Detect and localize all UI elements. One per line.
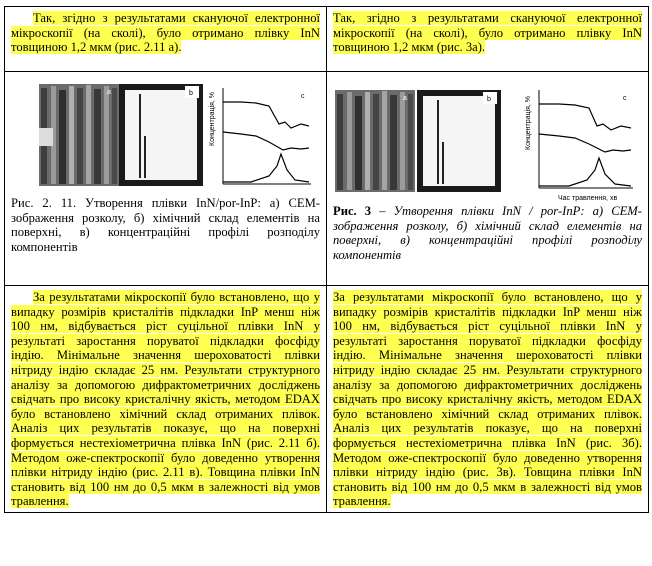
panel-b-label: b — [189, 90, 193, 97]
panel-a-label: a — [107, 89, 111, 96]
left-body-text: За результатами мікроскопії було встановлено, що у випадку розмірів кристалітів підкладки InP менш ніж 100 нм, відбувається ріст суцільної плівки InN у результаті заростання поруватої підкладки фосфіду індію. Мінімальне значення шероховатості плівки нітриду індію складає 25 нм. Результати структурного аналізу за допомогою дифрактометричних досліджень свідчать про високу кристалічну якість, методом EDAX було встановлено хімічний склад отриманих плівок. Аналіз цих результатів показує, що на поверхні формується нестехіометрична плівка InN (рис. 2.11 б). Методом оже-спектроскопії було доведенно утворення плівки нітриду індію (рис. 2.11 в). Товщина плівки InN становить від 100 нм до 0,5 мкм в залежності від умов травлення. — [11, 290, 320, 509]
plot-ylabel: Концентрація, % — [209, 92, 216, 146]
left-figure — [11, 76, 320, 196]
right-figure-caption — [333, 204, 642, 262]
right-figure — [333, 76, 642, 204]
panel-c-label: c — [301, 93, 305, 100]
right-cell-intro — [327, 7, 649, 72]
left-intro-text: Так, згідно з результатами скануючої електронної мікроскопії (на сколі), було отримано плівку InN товщиною 1,2 мкм (рис. 2.11 а). — [11, 11, 320, 55]
comparison-table — [4, 6, 649, 513]
left-cell-figure — [5, 72, 327, 286]
right-caption-text: – Утворення плівки InN / por-InP: а) СЕМ-зображення розколу, б) хімічний склад елементів на поверхні, в) концентраційні профілі розподілу компонентів — [333, 204, 642, 262]
right-figure-graphic — [333, 76, 643, 204]
right-cell-figure — [327, 72, 649, 286]
panel-b-label: b — [487, 96, 491, 103]
right-cell-body — [327, 286, 649, 513]
left-figure-caption: Рис. 2. 11. Утворення плівки InN/por-InP: а) СЕМ-зображення розколу, б) хімічний склад елементів на поверхні, в) концентраційні профілі розподілу компонентів — [11, 196, 320, 254]
left-cell-intro — [5, 7, 327, 72]
plot-ylabel: Концентрація, % — [525, 96, 532, 150]
panel-c-label: c — [623, 95, 627, 102]
left-figure-graphic — [11, 76, 321, 196]
left-cell-body — [5, 286, 327, 513]
concentration-plot-c — [524, 90, 633, 202]
concentration-plot-c — [208, 88, 311, 184]
table-row — [5, 7, 649, 72]
right-intro-text: Так, згідно з результатами скануючої електронної мікроскопії (на сколі), було отримано плівку InN товщиною 1,2 мкм (рис. 3а). — [333, 11, 642, 55]
panel-a-label: a — [403, 95, 407, 102]
table-row — [5, 72, 649, 286]
plot-xlabel: Час травлення, хв — [558, 195, 618, 202]
table-row — [5, 286, 649, 513]
right-caption-label: Рис. 3 — [333, 204, 372, 218]
right-body-text: За результатами мікроскопії було встановлено, що у випадку розмірів кристалітів підкладки InP менш ніж 100 нм, відбувається ріст суцільної плівки InN у результаті заростання поруватої підкладки фосфіду індію. Мінімальне значення шероховатості плівки нітриду індію складає 25 нм. Результати структурного аналізу за допомогою дифрактометричних досліджень свідчать про високу кристалічну якість, методом EDAX було встановлено хімічний склад отриманих плівок. Аналіз цих результатів показує, що на поверхні формується нестехіометрична плівка InN (рис. 3б). Методом оже-спектроскопії було доведенно утворення плівки нітриду індію (рис. 3в). Товщина плівки InN становить від 100 нм до 0,5 мкм в залежності від умов травлення. — [333, 290, 642, 509]
